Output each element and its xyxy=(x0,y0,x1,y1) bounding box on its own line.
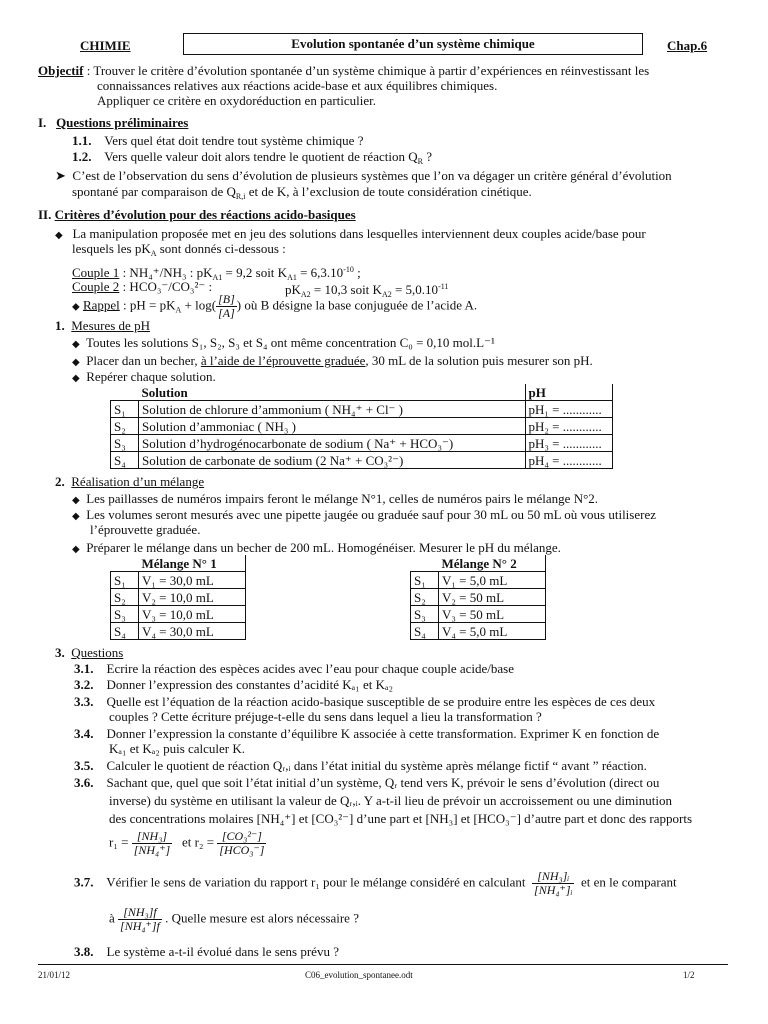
table-row: S₄ Solution de carbonate de sodium (2 Na⁺ + CO₃²⁻) pH₄ = ............ xyxy=(111,452,613,469)
question-3-7-cont: à $\frac{\text{[NH₃]f}}{\text{[NH₄⁺]f}}$ . Quelle mesure est alors nécessaire ? xyxy=(109,905,359,933)
melange-bullet2b: l’éprouvette graduée. xyxy=(90,522,201,537)
r1-initial-fraction: $\frac{\text{[NH₃]ᵢ}}{\text{[NH₄⁺]ᵢ}}$ xyxy=(534,869,573,897)
melange1-title: Mélange N° 1 xyxy=(139,555,246,572)
chapter-label: Chap.6 xyxy=(667,38,708,53)
mesures-heading: 1. Mesures de pH xyxy=(55,318,150,333)
question-3-7: 3.7. Vérifier le sens de variation du rapport r₁ pour le mélange considéré en calculant $\frac{\text{[NH₃]ᵢ}}{\text{[NH₄⁺]ᵢ}}$ et en le comparant xyxy=(74,869,677,897)
diamond-bullet-icon: ◆ xyxy=(72,301,80,313)
r1-final-fraction: $\frac{\text{[NH₃]f}}{\text{[NH₄⁺]f}}$ xyxy=(120,905,160,933)
section2-intro2: lesquels les $pK_A$ sont donnés ci-dessous : xyxy=(72,241,286,258)
question-3-4-cont: Kₐ₁ et Kₐ₂ puis calculer K. xyxy=(109,741,246,756)
couple-2-values: $pK_{A2} = 10,3$ soit $K_{A2} = 5,0.10^{-11}$ xyxy=(285,282,449,299)
footer-filename: C06_evolution_spontanee.odt xyxy=(305,970,413,980)
diamond-bullet-icon: ◆ xyxy=(72,357,80,368)
table-row: S₃ V₃ = 50 mL xyxy=(411,606,546,623)
question-3-6-cont2: des concentrations molaires [NH₄⁺] et [CO₃²⁻] d’une part et [NH₃] et [HCO₃⁻] d’autre part et donc des rapports xyxy=(109,811,693,826)
objectif-line3: Appliquer ce critère en oxydoréduction en particulier. xyxy=(97,93,377,108)
question-3-1: 3.1. Ecrire la réaction des espèces acides avec l’eau pour chaque couple acide/base xyxy=(74,661,514,676)
diamond-bullet-icon: ◆ xyxy=(55,230,63,241)
couple-1: Couple 1 : NH₄⁺/NH₃ : $pK_{A1} = 9,2$ soit $K_{A1} = 6,3.10^{-10}$ ; xyxy=(72,265,361,282)
melange-heading: 2. Réalisation d’un mélange xyxy=(55,474,205,489)
rappel-fraction: $\frac{[B]}{[A]}$ xyxy=(218,292,235,320)
melange-bullet3: ◆ Préparer le mélange dans un becher de 200 mL. Homogénéiser. Mesurer le pH du mélange. xyxy=(72,540,561,555)
rappel-line: ◆ Rappel : pH = $pK_A + \log$( $\frac{[B]}{[A]}$ ) où B désigne la base conjuguée de l’acide A. xyxy=(72,292,478,320)
mesures-bullet1: ◆ Toutes les solutions S₁, S₂, S₃ et S₄ ont même concentration C₀ = 0,10 mol.L⁻¹ xyxy=(72,335,495,350)
question-3-3-cont: couples ? Cette écriture préjuge-t-elle du sens dans lequel a lieu la transformation ? xyxy=(109,709,542,724)
ratios-line: r₁ = $\frac{\text{[NH₃]}}{\text{[NH₄⁺]}}$ et r₂ = $\frac{\text{[CO₃²⁻]}}{\text{[HCO₃⁻]}}$ xyxy=(109,829,265,857)
questions-heading: 3. Questions xyxy=(55,645,124,660)
section1-heading: I. Questions préliminaires xyxy=(38,115,189,130)
melange-bullet2a: ◆ Les volumes seront mesurés avec une pipette jaugée ou graduée sauf pour 30 mL ou 50 mL où vous utiliserez xyxy=(72,507,656,522)
subject-label: CHIMIE xyxy=(80,38,131,53)
melange1-table xyxy=(110,555,246,640)
section2-heading: II. Critères d’évolution pour des réactions acido-basiques xyxy=(38,207,356,222)
col-header-ph: pH xyxy=(525,384,613,401)
objectif-line1: Objectif : Trouver le critère d’évolution spontanée d’un système chimique à partir d’expériences en réinvestissant les xyxy=(38,63,650,78)
solutions-table xyxy=(110,384,613,469)
objectif-line2: connaissances relatives aux réactions acide-base et aux équilibres chimiques. xyxy=(97,78,498,93)
question-1-2: 1.2. Vers quelle valeur doit alors tendre le quotient de réaction $Q_R$ ? xyxy=(72,149,432,166)
footer-date: 21/01/12 xyxy=(38,970,71,980)
document-title: Evolution spontanée d’un système chimique xyxy=(183,33,643,55)
melange2-table xyxy=(410,555,546,640)
table-row: S₃ V₃ = 10,0 mL xyxy=(111,606,246,623)
table-row: S₄ V₄ = 5,0 mL xyxy=(411,623,546,640)
question-3-8: 3.8. Le système a-t-il évolué dans le sens prévu ? xyxy=(74,944,339,959)
table-row: S₁ V₁ = 5,0 mL xyxy=(411,572,546,589)
table-row: S₃ Solution d’hydrogénocarbonate de sodium ( Na⁺ + HCO₃⁻) pH₃ = ............ xyxy=(111,435,613,452)
question-3-6-cont1: inverse) du système en utilisant la valeur de Qᵣ,ᵢ. Y a-t-il lieu de prévoir un accroissement ou une diminution xyxy=(109,793,672,808)
section2-intro1: ◆ La manipulation proposée met en jeu des solutions dans lesquelles interviennent deux couples acide/base pour xyxy=(55,226,646,241)
table-row: S₄ V₄ = 30,0 mL xyxy=(111,623,246,640)
r2-fraction: $\frac{\text{[CO₃²⁻]}}{\text{[HCO₃⁻]}}$ xyxy=(219,829,265,857)
diamond-bullet-icon: ◆ xyxy=(72,544,80,555)
diamond-bullet-icon: ◆ xyxy=(72,511,80,522)
note-arrow-line1: ➤ C’est de l’observation du sens d’évolution de plusieurs systèmes que l’on va dégager un critère général d’évolution xyxy=(55,168,672,183)
r1-fraction: $\frac{\text{[NH₃]}}{\text{[NH₄⁺]}}$ xyxy=(133,829,171,857)
footer-page: 1/2 xyxy=(683,970,695,980)
table-row: S₁ Solution de chlorure d’ammonium ( NH₄⁺ + Cl⁻ ) pH₁ = ............ xyxy=(111,401,613,418)
col-header-solution: Solution xyxy=(139,384,526,401)
footer-divider xyxy=(38,964,728,965)
diamond-bullet-icon: ◆ xyxy=(72,339,80,350)
question-1-1: 1.1. Vers quel état doit tendre tout système chimique ? xyxy=(72,133,364,148)
table-row: S₂ Solution d’ammoniac ( NH₃ ) pH₂ = ............ xyxy=(111,418,613,435)
melange-bullet1: ◆ Les paillasses de numéros impairs feront le mélange N°1, celles de numéros pairs le mélange N°2. xyxy=(72,491,599,506)
table-row: S₁ V₁ = 30,0 mL xyxy=(111,572,246,589)
mesures-bullet3: ◆ Repérer chaque solution. xyxy=(72,369,216,384)
diamond-bullet-icon: ◆ xyxy=(72,373,80,384)
arrow-bullet-icon: ➤ xyxy=(55,168,66,183)
question-3-6: 3.6. Sachant que, quel que soit l’état initial d’un système, Qᵣ tend vers K, prévoir le sens d’évolution (direct ou xyxy=(74,775,660,790)
table-row: S₂ V₂ = 50 mL xyxy=(411,589,546,606)
question-3-4: 3.4. Donner l’expression la constante d’équilibre K associée à cette transformation. Exprimer K en fonction de xyxy=(74,726,660,741)
question-3-5: 3.5. Calculer le quotient de réaction Qᵣ,ᵢ dans l’état initial du système après mélange fictif “ avant ” réaction. xyxy=(74,758,647,773)
couple-2: Couple 2 : HCO₃⁻/CO₃²⁻ : xyxy=(72,279,213,294)
diamond-bullet-icon: ◆ xyxy=(72,495,80,506)
question-3-3: 3.3. Quelle est l’équation de la réaction acido-basique susceptible de se produire entre les espèces de ces deux xyxy=(74,694,656,709)
mesures-bullet2: ◆ Placer dan un becher, à l’aide de l’éprouvette graduée, 30 mL de la solution puis mesurer son pH. xyxy=(72,353,593,368)
note-arrow-line2: spontané par comparaison de $Q_{R,i}$ et de K, à l’exclusion de toute considération cinétique. xyxy=(72,184,532,201)
table-row: S₂ V₂ = 10,0 mL xyxy=(111,589,246,606)
melange2-title: Mélange N° 2 xyxy=(439,555,546,572)
question-3-2: 3.2. Donner l’expression des constantes d’acidité Kₐ₁ et Kₐ₂ xyxy=(74,677,394,692)
